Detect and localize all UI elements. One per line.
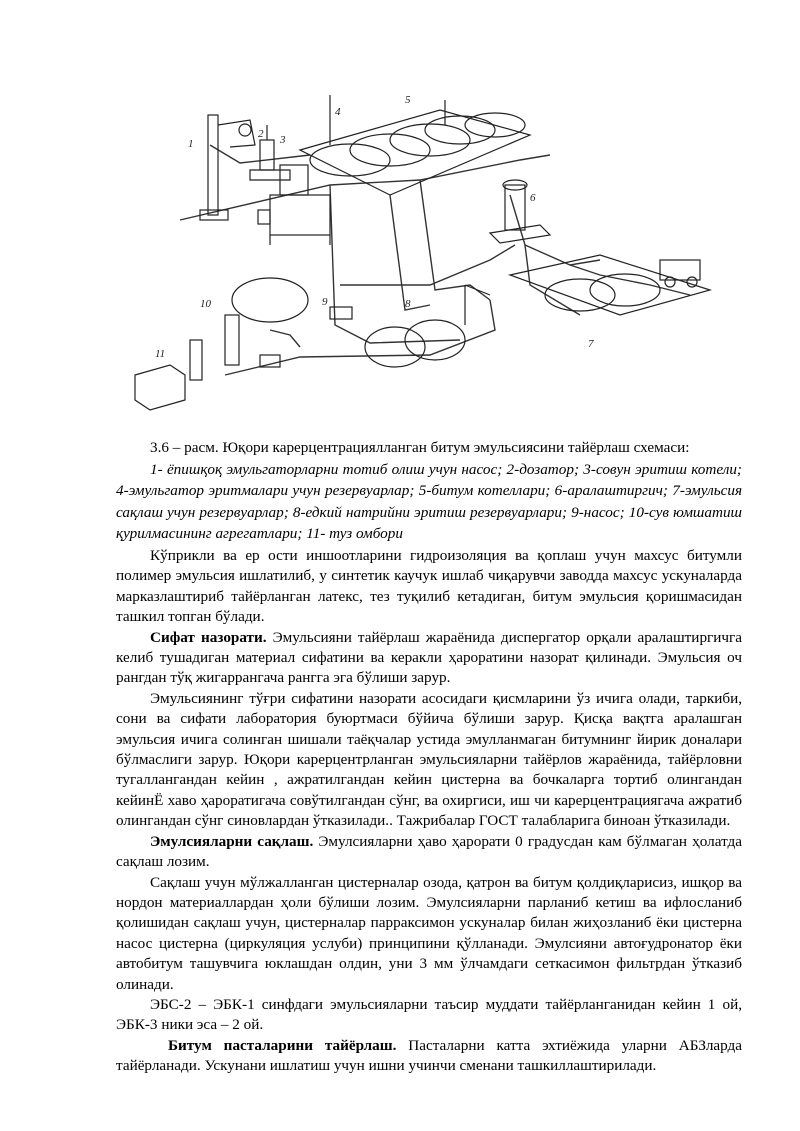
paragraph-2	[116, 628, 742, 689]
soap-kettle-3	[258, 165, 330, 245]
fig-label-9: 9	[322, 296, 328, 308]
heading-bitumen-paste: Битум пасталарини тайёрлаш.	[168, 1036, 397, 1054]
body-text	[116, 546, 742, 1077]
fig-label-5: 5	[405, 94, 411, 106]
paragraph-7-text: Пасталарни катта эхтиёжида уларни АБЗларда тайёрланади. Ускунани ишлатиш учун ишни учинчи сменани ташкиллаштирилади.	[116, 1036, 742, 1075]
fig-label-7: 7	[588, 338, 594, 350]
schematic-drawing	[130, 85, 730, 420]
paragraph-7	[116, 1036, 742, 1077]
paragraph-5: Сақлаш учун мўлжалланган цистерналар озода, қатрон ва битум қолдиқларисиз, ишқор ва нордон материаллардан ҳоли бўлиши лозим. Эмулсияларни парланиб кетиш ва ифлосланиб қолишидан сақлаш учун, цистерналар парраксимон ускуналар билан жиҳозланиб ёки цистерна насос цистерна (циркуляция услуби) принципини қўлланади. Эмулсияни автоғудронатор ёки автобитум ташувчига юклашдан олдин, уни 3 мм ўлчамдаги сеткасимон фильтрдан ўтказиб олинади.	[116, 873, 742, 993]
paragraph-4	[116, 832, 742, 873]
caption-legend: 1- ёпишқоқ эмульгаторларни тотиб олиш учун насос; 2-дозатор; 3-совун эритиш котели; 4-эмульгатор эритмалари учун резервуарлар; 5-битум котеллари; 6-аралаштиргич; 7-эмульсия сақлаш учун резервуарлар; 8-едкий натрийни эритиш резервуарлари; 9-насос; 10-сув юмшатиш қурилмасининг агрегатлари; 11- туз омбори	[116, 460, 742, 543]
fig-label-11: 11	[155, 348, 166, 360]
figure-caption	[116, 437, 742, 545]
paragraph-1: Кўприкли ва ер ости иншоотларини гидроизоляция ва қоплаш учун махсус битумли полимер эмульсия ишлатилиб, у синтетик каучук ишлаб чиқарувчи заводда махсус ускуналарда марказлаштириб тайёрланган латекс, тез туқилиб кетадиган, битум эмульсия қоришмасидан ташкил топган бўлади.	[116, 547, 742, 626]
fig-label-4: 4	[335, 106, 341, 118]
fig-label-6: 6	[530, 192, 536, 204]
pump-9	[330, 307, 352, 319]
salt-depot-11	[135, 365, 185, 410]
emulsion-plant-schematic	[130, 85, 730, 420]
paragraph-2-text: Эмульсияни тайёрлаш жараёнида диспергатор орқали аралаштиргичга келиб тушадиган материал сифатини ва керакли ҳароратини назорат қилинади. Эмульсия оч рангдан тўқ жигаррангача рангга эга бўлиши зарур.	[116, 628, 742, 687]
fig-label-1: 1	[188, 138, 194, 150]
fig-label-2: 2	[258, 128, 264, 140]
water-softening-10	[190, 278, 308, 380]
paragraph-4-text: Эмулсияларни ҳаво ҳарорати 0 градусдан кам бўлмаган ҳолатда сақлаш лозим.	[116, 832, 742, 871]
heading-quality-control: Сифат назорати.	[150, 628, 267, 646]
heading-emulsion-storage: Эмулсияларни сақлаш.	[150, 832, 314, 850]
caption-title: 3.6 – расм. Юқори карерцентрациялланган битум эмульсиясини тайёрлаш схемаси:	[150, 439, 690, 456]
mixer-6	[490, 180, 550, 243]
paragraph-6: ЭБС-2 – ЭБК-1 синфдаги эмульсияларни таъсир муддати тайёрланганидан кейин 1 ой, ЭБК-3 ники эса – 2 ой.	[116, 995, 742, 1034]
storage-tanks-7	[510, 255, 710, 315]
fig-label-10: 10	[200, 298, 211, 310]
fig-label-8: 8	[405, 298, 411, 310]
fig-label-3: 3	[280, 134, 286, 146]
paragraph-3: Эмульсиянинг тўғри сифатини назорати асосидаги қисмларини ўз ичига олади, таркиби, сони ва сифати лаборатория буюртмаси бўйича бўлиши зарур. Қисқа вақтга аралашган эмульсия ичига солинган шишали таёқчалар устида эмулланмаган битумнинг йирик доналари бўлмаслиги зарур. Юқори карерцентрланган эмульсияларни тайёрлов жараёнида, тайёрловни тугаллангандан кейин , ажратилгандан кейин цистерна ва бочкаларга тортиб олингандан кейинЁ хаво ҳароратигача совўтилгандан сўнг, ва охиргиси, иш чи карерцентрациягача ажратиб олингандан сўнг синовлардан ўтказилади.. Тажрибалар ГОСТ талабларига биноан ўтказилади.	[116, 689, 742, 830]
